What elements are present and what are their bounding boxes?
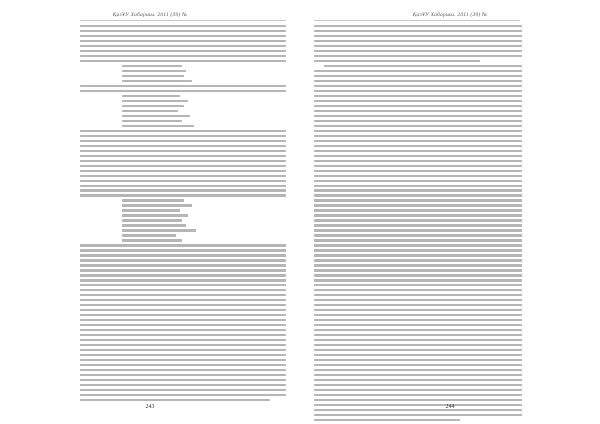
text-line bbox=[314, 75, 522, 77]
text-line bbox=[314, 284, 522, 286]
text-line bbox=[80, 244, 286, 246]
verse-line bbox=[122, 80, 192, 82]
text-line bbox=[314, 259, 522, 261]
text-line bbox=[80, 289, 286, 291]
text-line bbox=[80, 175, 286, 177]
verse-line bbox=[122, 100, 188, 102]
text-line bbox=[314, 110, 522, 112]
text-line bbox=[80, 379, 286, 381]
text-line bbox=[80, 254, 286, 256]
text-line bbox=[314, 115, 522, 117]
text-line bbox=[314, 70, 522, 72]
text-line bbox=[314, 199, 522, 201]
text-line bbox=[80, 374, 286, 376]
text-line bbox=[80, 90, 286, 92]
verse-line bbox=[122, 125, 194, 127]
text-line bbox=[314, 374, 522, 376]
text-line bbox=[80, 185, 286, 187]
text-line bbox=[314, 244, 522, 246]
text-line bbox=[314, 249, 522, 251]
right-header-rule bbox=[314, 20, 520, 21]
text-line bbox=[80, 30, 286, 32]
text-line bbox=[314, 85, 522, 87]
text-line bbox=[314, 304, 522, 306]
text-line bbox=[314, 55, 522, 57]
verse-line bbox=[122, 70, 186, 72]
verse-line bbox=[122, 75, 184, 77]
text-line bbox=[80, 180, 286, 182]
text-line bbox=[314, 329, 522, 331]
text-line bbox=[314, 25, 522, 27]
text-line bbox=[314, 30, 522, 32]
text-line bbox=[314, 239, 522, 241]
verse-line bbox=[122, 214, 188, 216]
text-line bbox=[314, 150, 522, 152]
verse-line bbox=[122, 239, 182, 241]
text-line bbox=[80, 259, 286, 261]
text-line bbox=[314, 379, 522, 381]
text-line bbox=[80, 284, 286, 286]
right-page-number: 244 bbox=[445, 404, 455, 410]
text-line bbox=[80, 274, 286, 276]
text-line bbox=[80, 319, 286, 321]
text-line bbox=[80, 40, 286, 42]
left-page-number: 243 bbox=[145, 404, 155, 410]
text-line bbox=[80, 399, 270, 401]
verse-line bbox=[122, 120, 182, 122]
text-line bbox=[314, 414, 522, 416]
verse-line bbox=[122, 110, 178, 112]
text-line bbox=[80, 304, 286, 306]
right-page-header: ҚазҰУ Хабаршы. 2011 (39) № bbox=[412, 12, 488, 18]
verse-line bbox=[122, 115, 190, 117]
text-line bbox=[314, 175, 522, 177]
text-line bbox=[314, 349, 522, 351]
text-line bbox=[80, 189, 286, 191]
text-line bbox=[314, 165, 522, 167]
text-line bbox=[314, 394, 522, 396]
text-line bbox=[80, 165, 286, 167]
text-line bbox=[314, 399, 522, 401]
text-line bbox=[80, 279, 286, 281]
verse-line bbox=[122, 199, 184, 201]
text-line bbox=[314, 274, 522, 276]
text-line bbox=[314, 130, 522, 132]
text-line bbox=[314, 40, 522, 42]
text-line bbox=[80, 339, 286, 341]
text-line bbox=[80, 334, 286, 336]
text-line bbox=[314, 384, 522, 386]
text-line bbox=[80, 150, 286, 152]
text-line bbox=[314, 294, 522, 296]
text-line bbox=[314, 224, 522, 226]
text-line bbox=[314, 125, 522, 127]
text-line bbox=[80, 314, 286, 316]
text-line bbox=[80, 294, 286, 296]
text-line bbox=[314, 160, 522, 162]
text-line bbox=[314, 140, 522, 142]
text-line bbox=[80, 194, 286, 196]
text-line bbox=[314, 419, 460, 421]
right-page-body bbox=[314, 25, 522, 424]
text-line bbox=[314, 344, 522, 346]
verse-line bbox=[122, 95, 180, 97]
text-line bbox=[314, 60, 480, 62]
text-line bbox=[80, 130, 286, 132]
text-line bbox=[314, 339, 522, 341]
text-line bbox=[314, 95, 522, 97]
text-line bbox=[314, 314, 522, 316]
text-line bbox=[80, 85, 286, 87]
text-line bbox=[314, 189, 522, 191]
text-line bbox=[314, 185, 522, 187]
text-line bbox=[314, 105, 522, 107]
text-line bbox=[314, 204, 522, 206]
text-line bbox=[314, 50, 522, 52]
text-line bbox=[80, 145, 286, 147]
text-line bbox=[314, 324, 522, 326]
text-line bbox=[80, 135, 286, 137]
text-line bbox=[80, 364, 286, 366]
text-line bbox=[314, 279, 522, 281]
right-page bbox=[300, 0, 600, 424]
text-line bbox=[80, 45, 286, 47]
text-line bbox=[314, 264, 522, 266]
text-line bbox=[314, 234, 522, 236]
text-line bbox=[314, 35, 522, 37]
text-line bbox=[80, 269, 286, 271]
text-line bbox=[314, 180, 522, 182]
text-line bbox=[314, 289, 522, 291]
verse-line bbox=[122, 229, 196, 231]
text-line bbox=[80, 50, 286, 52]
verse-line bbox=[122, 65, 182, 67]
text-line bbox=[314, 155, 522, 157]
text-line bbox=[314, 369, 522, 371]
text-line bbox=[314, 299, 522, 301]
text-line bbox=[80, 249, 286, 251]
text-line bbox=[314, 334, 522, 336]
text-line bbox=[314, 389, 522, 391]
text-line bbox=[314, 354, 522, 356]
text-line bbox=[314, 194, 522, 196]
text-line bbox=[314, 135, 522, 137]
text-line bbox=[80, 344, 286, 346]
text-line bbox=[80, 155, 286, 157]
text-line bbox=[80, 349, 286, 351]
text-line bbox=[80, 389, 286, 391]
verse-line bbox=[122, 224, 186, 226]
text-line bbox=[314, 100, 522, 102]
text-line bbox=[80, 160, 286, 162]
text-line bbox=[80, 170, 286, 172]
text-line bbox=[314, 214, 522, 216]
text-line bbox=[314, 269, 522, 271]
text-line bbox=[80, 359, 286, 361]
text-line bbox=[314, 120, 522, 122]
text-line bbox=[80, 55, 286, 57]
left-header-rule bbox=[80, 20, 286, 21]
text-line bbox=[314, 209, 522, 211]
text-line bbox=[80, 384, 286, 386]
text-line bbox=[80, 324, 286, 326]
text-line bbox=[324, 65, 522, 67]
text-line bbox=[80, 354, 286, 356]
text-line bbox=[80, 369, 286, 371]
text-line bbox=[314, 309, 522, 311]
text-line bbox=[314, 219, 522, 221]
text-line bbox=[80, 25, 286, 27]
left-page-body bbox=[80, 25, 286, 404]
text-line bbox=[314, 90, 522, 92]
text-line bbox=[80, 60, 286, 62]
verse-line bbox=[122, 209, 180, 211]
text-line bbox=[80, 264, 286, 266]
text-line bbox=[314, 229, 522, 231]
text-line bbox=[314, 80, 522, 82]
left-page-header: ҚазҰУ Хабаршы. 2011 (39) № bbox=[112, 12, 188, 18]
text-line bbox=[314, 170, 522, 172]
text-line bbox=[80, 309, 286, 311]
text-line bbox=[80, 35, 286, 37]
text-line bbox=[314, 254, 522, 256]
text-line bbox=[80, 329, 286, 331]
text-line bbox=[314, 45, 522, 47]
text-line bbox=[80, 299, 286, 301]
verse-line bbox=[122, 234, 176, 236]
verse-line bbox=[122, 204, 192, 206]
text-line bbox=[314, 145, 522, 147]
text-line bbox=[314, 319, 522, 321]
verse-line bbox=[122, 105, 184, 107]
text-line bbox=[80, 140, 286, 142]
verse-line bbox=[122, 219, 182, 221]
text-line bbox=[314, 359, 522, 361]
text-line bbox=[80, 394, 286, 396]
text-line bbox=[314, 364, 522, 366]
